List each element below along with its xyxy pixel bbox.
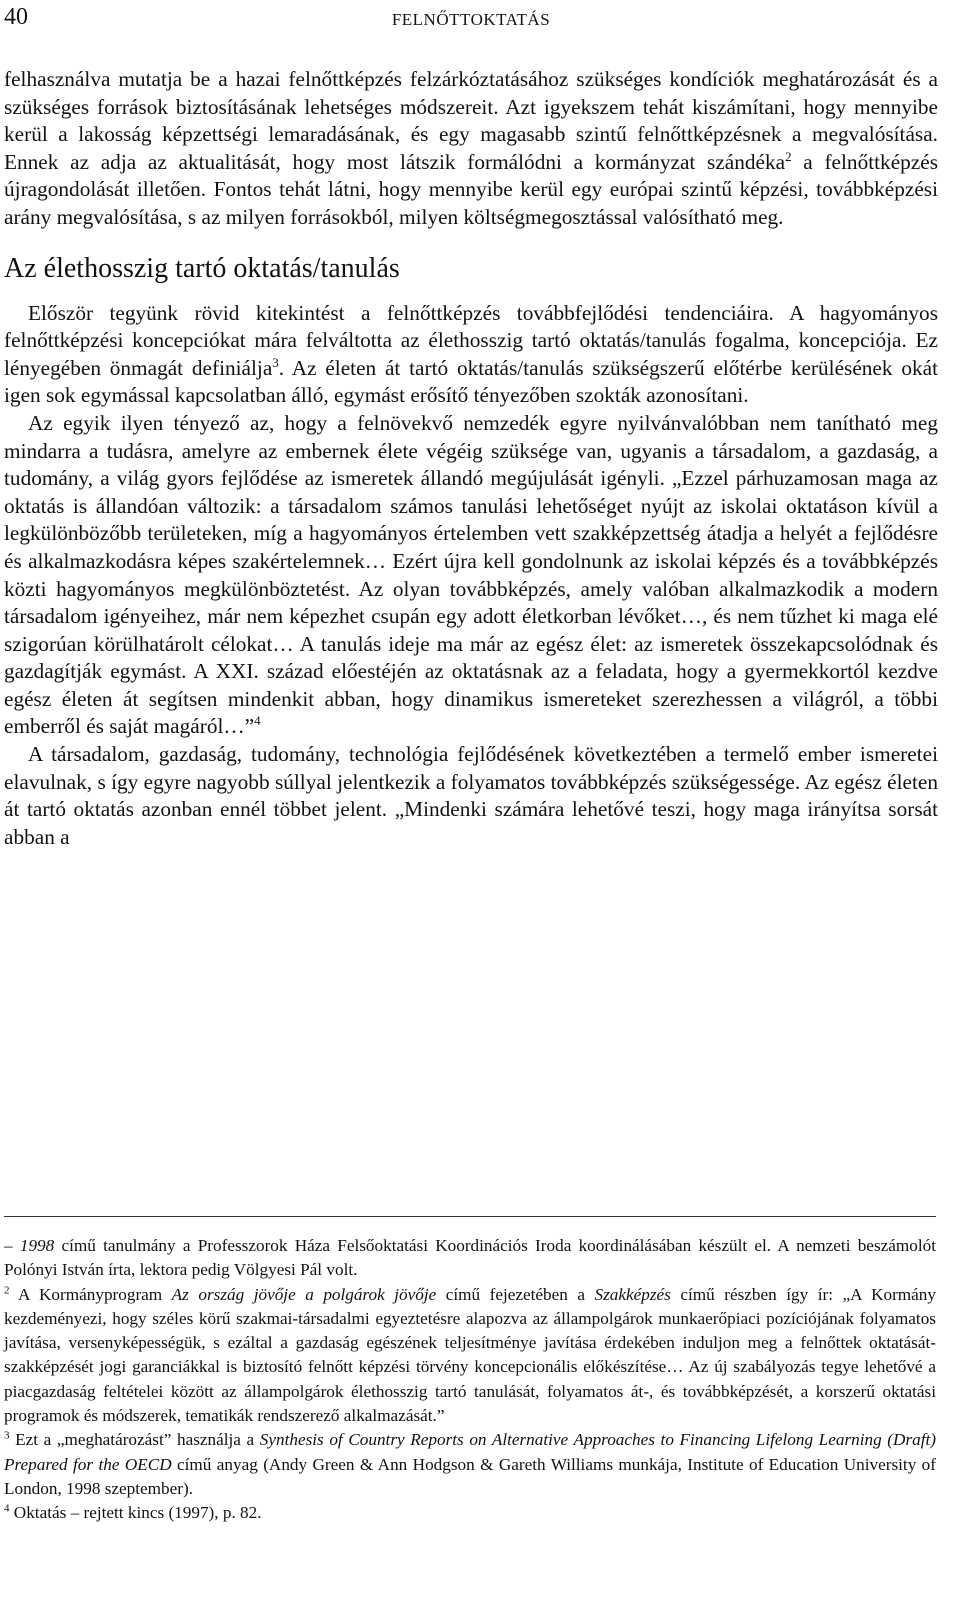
paragraph-1-text-a: felhasználva mutatja be a hazai felnőttképzés felzárkóztatásához szükséges kondíciók meghatározását és a szükséges források biztosításának lehetséges módszereit. Azt igyekszem tehát kiszámítani, hogy mennyibe kerül a lakosság képzettségi lemaradásának, és egy magasabb szintű felnőttképzésnek a megvalósítása. Ennek az adja az aktualitását, hogy most látszik formálódni a kormányzat szándéka <box>4 67 938 174</box>
footnote-continued-year: 1998 <box>19 1236 55 1255</box>
footnote-3-title: Synthesis of Country Reports on Alternative Approaches to Financing Lifelong Learning (Draft) Prepared for the OECD <box>4 1430 936 1474</box>
paragraph-2 <box>4 300 938 410</box>
footnote-4-text: Oktatás – rejtett kincs (1997), p. 82. <box>9 1503 262 1523</box>
page-header <box>4 4 938 34</box>
footnote-continued-dash: – <box>4 1236 20 1255</box>
footnote-continued-text: című tanulmány a Professzorok Háza Felsőoktatási Koordinációs Iroda koordinálásában készült el. A nemzeti beszámolót Polónyi István írta, lektora pedig Völgyesi Pál volt. <box>4 1236 936 1280</box>
section-heading: Az élethosszig tartó oktatás/tanulás <box>4 252 400 284</box>
footnote-3-text-b: című anyag (Andy Green & Ann Hodgson & Gareth Williams munkája, Institute of Education University of London, 1998 szeptember). <box>4 1454 936 1498</box>
page-number: 40 <box>4 4 28 30</box>
footnotes <box>4 1234 936 1526</box>
paragraph-2-text-b: . Az életen át tartó oktatás/tanulás szükségszerű előtérbe kerülésének okát igen sok egymással kapcsolatban álló, egymást erősítő tényezőben szokták azonosítani. <box>4 355 938 408</box>
paragraph-3-text: Az egyik ilyen tényező az, hogy a felnövekvő nemzedék egyre nyilvánvalóbban nem tanítható meg mindarra a tudásra, amelyre az embernek élete végéig szüksége van, ugyanis a társadalom, a gazdaság, a tudomány, a világ gyors fejlődése az ismeretek állandó megújulását igényli. „Ezzel párhuzamosan maga az oktatás is állandóan változik: a társadalom számos tanulási lehetőséget nyújt az iskolai oktatáson kívül a legkülönbözőbb területeken, míg a hagyományos értelemben vett szakképzettség átadja a helyét a fejlődésre és alkalmazkodásra képes szakértelemnek… Ezért újra kell gondolnunk az iskolai képzés és a továbbképzés közti hagyományos megkülönböztetést. Az olyan továbbképzés, amely valóban alkalmazkodik a modern társadalom igényeihez, már nem képezhet csupán egy adott életkorban lévőket…, és nem tűzhet ki maga elé szigorúan körülhatárolt célokat… A tanulás ideje ma már az egész élet: az ismeretek összekapcsolódnak és gazdagítják egymást. A XXI. század előestéjén az oktatásnak az a feladata, hogy a gyermekkortól kezdve egész életen át segítsen mindenkit abban, hogy dinamikus ismereteket szerezhessen a világról, a többi emberről és saját magáról…” <box>4 410 938 739</box>
footnote-2-title: Az ország jövője a polgárok jövője <box>171 1284 437 1304</box>
footnote-ref-2[interactable]: 2 <box>785 148 792 164</box>
paragraph-1 <box>4 66 938 232</box>
footnote-continued <box>4 1234 936 1283</box>
footnote-ref-3[interactable]: 3 <box>272 354 279 370</box>
footnote-4 <box>4 1501 936 1525</box>
footnote-ref-4[interactable]: 4 <box>254 713 261 729</box>
footnote-2-text-b: című fejezetében a <box>436 1284 595 1304</box>
footnote-separator <box>4 1216 936 1217</box>
running-head: FELNŐTTOKTATÁS <box>391 10 551 29</box>
body-text <box>4 66 938 851</box>
paragraph-3 <box>4 410 938 741</box>
paragraph-1-text-b: a felnőttképzés újragondolását illetően. Fontos tehát látni, hogy mennyibe kerül egy európai szintű képzési, továbbképzési arány megvalósítása, s az milyen forrásokból, milyen költségmegosztással valósítható meg. <box>4 149 938 229</box>
footnote-2-text-a: A Kormányprogram <box>9 1284 172 1304</box>
footnote-2-text-c: című részben így ír: „A Kormány kezdeményezi, hogy széles körű szakmai-társadalmi egyeztetésre alapozva az állampolgárok munkaerőpiaci pozíciójának folyamatos javítása, versenyképességük, s ezáltal a gazdaság egészének teljesítménye javítása érdekében induljon meg a felnőttek oktatását-szakképzését jogi garanciákkal is biztosító felnőtt képzési törvény koncepcionális előkészítése… Az új szabályozás tegye lehetővé a piacgazdaság feltételei között az állampolgárok élethosszig tartó tanulását, folyamatos át-, és továbbképzését, a korszerű oktatási programok és módszerek, tematikák rendszerező alkalmazását.” <box>4 1284 936 1426</box>
footnote-2-section: Szakképzés <box>594 1284 671 1304</box>
footnote-2 <box>4 1283 936 1429</box>
footnote-2-number: 2 <box>4 1283 10 1296</box>
footnote-3-text-a: Ezt a „meghatározást” használja a <box>9 1430 260 1450</box>
footnote-3 <box>4 1428 936 1501</box>
footnote-4-number: 4 <box>4 1502 10 1515</box>
paragraph-2-text-a: Először tegyünk rövid kitekintést a felnőttképzés továbbfejlődési tendenciáira. A hagyományos felnőttképzési koncepciókat mára felváltotta az élethosszig tartó oktatás/tanulás fogalma, koncepciója. Ez lényegében önmagát definiálja <box>4 300 938 380</box>
paragraph-4: A társadalom, gazdaság, tudomány, technológia fejlődésének következtében a termelő ember ismeretei elavulnak, s így egyre nagyobb súllyal jelentkezik a folyamatos továbbképzés szükségessége. Az egész életen át tartó oktatás azonban ennél többet jelent. „Mindenki számára lehetővé teszi, hogy maga irányítsa sorsát abban a <box>4 742 938 849</box>
footnote-3-number: 3 <box>4 1429 10 1442</box>
